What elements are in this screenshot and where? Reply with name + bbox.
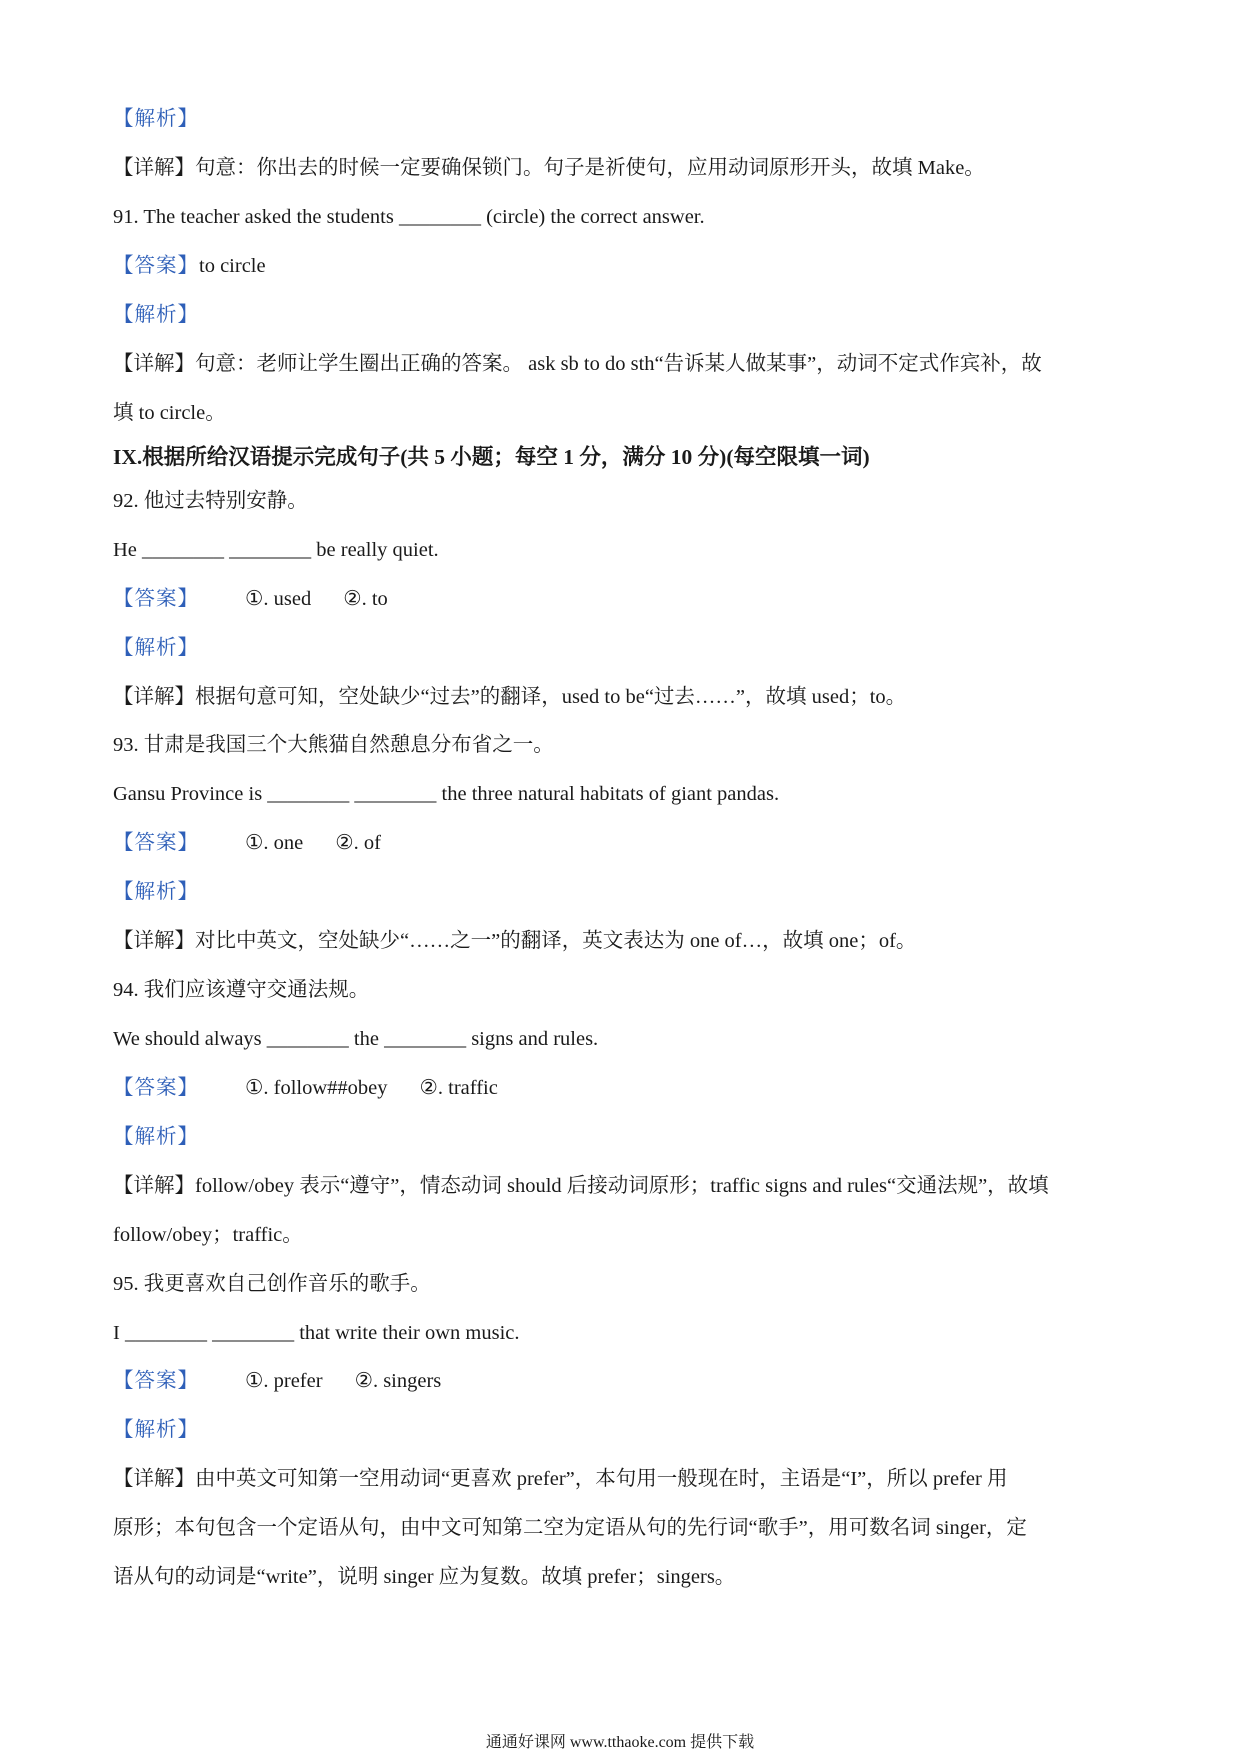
q90-detail-text: 句意：你出去的时候一定要确保锁门。句子是祈使句，应用动词原形开头，故填 Make。 <box>195 157 985 179</box>
q95-english: I ________ ________ that write their own music. <box>113 1322 520 1344</box>
q95-answer <box>113 1367 441 1395</box>
analysis-tag: 【解析】 <box>113 637 199 659</box>
q92-answer-1: ①. used <box>245 588 312 610</box>
q92-answer <box>113 585 388 613</box>
analysis-tag: 【解析】 <box>113 881 199 903</box>
detail-tag: 【详解】 <box>113 686 195 708</box>
q95-detail-text-1: 由中英文可知第一空用动词“更喜欢 prefer”，本句用一般现在时，主语是“I”，所以 prefer 用 <box>195 1468 1008 1490</box>
q95-detail-cont-2: 语从句的动词是“write”，说明 singer 应为复数。故填 prefer；singers。 <box>113 1566 736 1588</box>
page-footer: 通通好课网 www.tthaoke.com 提供下载 <box>485 1734 755 1751</box>
q95-chinese: 95. 我更喜欢自己创作音乐的歌手。 <box>113 1273 431 1295</box>
q94-chinese: 94. 我们应该遵守交通法规。 <box>113 979 370 1001</box>
q94-detail-text-1: follow/obey 表示“遵守”，情态动词 should 后接动词原形；traffic signs and rules“交通法规”，故填 <box>195 1175 1049 1197</box>
detail-tag: 【详解】 <box>113 1175 195 1197</box>
answer-tag: 【答案】 <box>113 588 199 610</box>
detail-tag: 【详解】 <box>113 930 195 952</box>
q92-detail-text: 根据句意可知，空处缺少“过去”的翻译，used to be“过去……”，故填 used；to。 <box>195 686 907 708</box>
detail-tag: 【详解】 <box>113 353 195 375</box>
q92-chinese: 92. 他过去特别安静。 <box>113 490 308 512</box>
q93-detail <box>113 927 916 955</box>
q95-answer-2: ②. singers <box>354 1370 442 1392</box>
q93-detail-text: 对比中英文，空处缺少“……之一”的翻译，英文表达为 one of…，故填 one；of。 <box>195 930 917 952</box>
q92-answer-2: ②. to <box>343 588 388 610</box>
q92-english: He ________ ________ be really quiet. <box>113 539 439 561</box>
q91-analysis-label <box>113 301 199 329</box>
q94-answer-1: ①. follow##obey <box>245 1077 388 1099</box>
q90-analysis-label <box>113 105 199 133</box>
q93-answer <box>113 829 381 857</box>
q94-analysis-label <box>113 1123 199 1151</box>
analysis-tag: 【解析】 <box>113 1126 199 1148</box>
analysis-tag: 【解析】 <box>113 304 199 326</box>
q95-detail <box>113 1465 1007 1493</box>
q90-detail <box>113 154 985 182</box>
q93-answer-2: ②. of <box>335 832 381 854</box>
answer-tag: 【答案】 <box>113 1077 199 1099</box>
q93-analysis-label <box>113 878 199 906</box>
q95-answer-1: ①. prefer <box>245 1370 323 1392</box>
q91-detail <box>113 350 1042 378</box>
q93-english: Gansu Province is ________ ________ the three natural habitats of giant pandas. <box>113 783 780 805</box>
q93-chinese: 93. 甘肃是我国三个大熊猫自然憩息分布省之一。 <box>113 734 554 756</box>
analysis-tag: 【解析】 <box>113 1419 199 1441</box>
q91-question: 91. The teacher asked the students ________ (circle) the correct answer. <box>113 206 705 228</box>
detail-tag: 【详解】 <box>113 157 195 179</box>
detail-tag: 【详解】 <box>113 1468 195 1490</box>
q91-answer <box>113 252 266 280</box>
q94-detail-cont: follow/obey；traffic。 <box>113 1224 303 1246</box>
answer-tag: 【答案】 <box>113 832 199 854</box>
q91-answer-text: to circle <box>199 255 266 277</box>
q94-answer <box>113 1074 498 1102</box>
q93-answer-1: ①. one <box>245 832 304 854</box>
q94-answer-2: ②. traffic <box>419 1077 498 1099</box>
q95-detail-cont-1: 原形；本句包含一个定语从句，由中文可知第二空为定语从句的先行词“歌手”，用可数名词 singer，定 <box>113 1517 1027 1539</box>
q94-english: We should always ________ the ________ signs and rules. <box>113 1028 599 1050</box>
q92-analysis-label <box>113 634 199 662</box>
q94-detail <box>113 1172 1049 1200</box>
q91-detail-cont: 填 to circle。 <box>113 402 226 424</box>
section-heading: IX.根据所给汉语提示完成句子(共 5 小题；每空 1 分，满分 10 分)(每空限填一词) <box>113 445 870 469</box>
q95-analysis-label <box>113 1416 199 1444</box>
q91-detail-text-1: 句意：老师让学生圈出正确的答案。 ask sb to do sth“告诉某人做某事”，动词不定式作宾补，故 <box>195 353 1042 375</box>
analysis-tag: 【解析】 <box>113 108 199 130</box>
q92-detail <box>113 683 906 711</box>
answer-tag: 【答案】 <box>113 1370 199 1392</box>
answer-tag: 【答案】 <box>113 255 199 277</box>
